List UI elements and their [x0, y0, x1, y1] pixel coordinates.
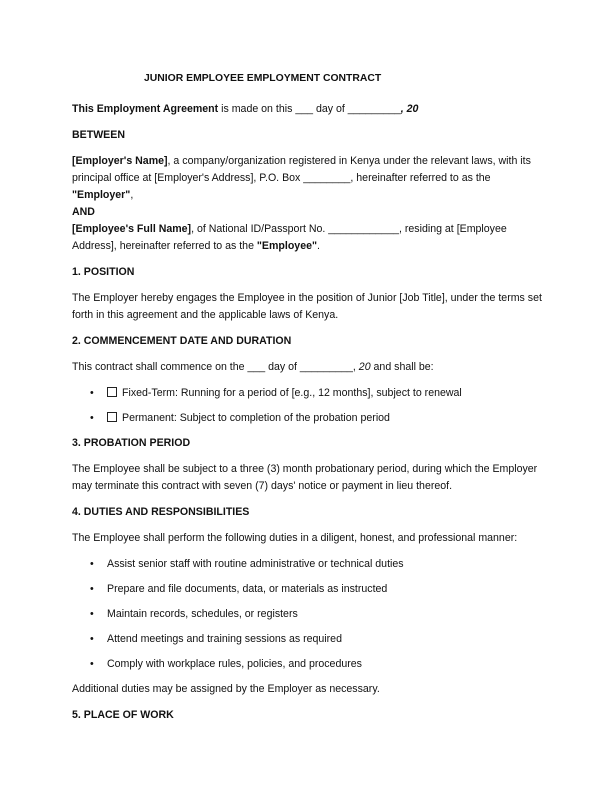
employer-text: , a company/organization registered in Kenya under the relevant laws, with its principal office at [Employer's Address], P.O. Box ________, hereinafter referred to as the — [72, 155, 531, 184]
section-duties-closing: Additional duties may be assigned by the Employer as necessary. — [72, 683, 380, 695]
checkbox-icon[interactable] — [107, 387, 117, 397]
intro-text: is made on this ___ day of _________ — [218, 103, 401, 115]
section-position-heading: 1. POSITION — [72, 266, 135, 278]
list-item: • Prepare and file documents, data, or materials as instructed — [107, 581, 542, 598]
section-position-text: The Employer hereby engages the Employee in the position of Junior [Job Title], under the terms set forth in this agreement and the applicable laws of Kenya. — [72, 292, 542, 321]
section-probation-heading: 3. PROBATION PERIOD — [72, 437, 191, 449]
duration-options-list — [72, 385, 542, 427]
employee-ref: "Employee" — [256, 240, 317, 252]
section-commencement-heading: 2. COMMENCEMENT DATE AND DURATION — [72, 335, 292, 347]
employee-text: , of National ID/Passport No. ____________, residing at [Employee Address], hereinafter referred to as the — [72, 223, 507, 252]
and-label: AND — [72, 206, 95, 218]
commencement-text-b: and shall be: — [370, 361, 434, 373]
section-place-heading: 5. PLACE OF WORK — [72, 709, 174, 721]
intro-year: , 20 — [400, 103, 419, 115]
duration-option-permanent — [107, 410, 542, 427]
employer-end: , — [130, 189, 134, 201]
checkbox-icon[interactable] — [107, 412, 117, 422]
employee-paragraph — [72, 221, 542, 255]
list-item: • Attend meetings and training sessions as required — [107, 631, 542, 648]
employer-paragraph — [72, 153, 542, 204]
intro-bold-lead: This Employment Agreement — [72, 103, 219, 115]
list-item: • Maintain records, schedules, or registers — [107, 606, 542, 623]
contract-page — [72, 72, 542, 733]
duration-option-label: Permanent: Subject to completion of the probation period — [122, 412, 390, 424]
list-item: • Comply with workplace rules, policies, and procedures — [107, 656, 542, 673]
employer-ref: "Employer" — [72, 189, 131, 201]
document-title: JUNIOR EMPLOYEE EMPLOYMENT CONTRACT — [144, 73, 382, 84]
section-commencement-text — [72, 359, 542, 376]
intro-paragraph — [72, 101, 542, 118]
section-duties-intro: The Employee shall perform the following duties in a diligent, honest, and professional manner: — [72, 532, 518, 544]
section-probation-text: The Employee shall be subject to a three (3) month probationary period, during which the Employer may terminate this contract with seven (7) days' notice or payment in lieu thereof. — [72, 463, 538, 492]
employee-name: [Employee's Full Name] — [72, 223, 192, 235]
employee-end: . — [317, 240, 320, 252]
duration-option-fixed-term — [107, 385, 542, 402]
duration-option-label: Fixed-Term: Running for a period of [e.g., 12 months], subject to renewal — [122, 387, 462, 399]
between-label: BETWEEN — [72, 129, 125, 141]
list-item: • Assist senior staff with routine administrative or technical duties — [107, 556, 542, 573]
employer-name: [Employer's Name] — [72, 155, 168, 167]
duties-list — [72, 556, 542, 673]
commencement-year: 20 — [358, 361, 371, 373]
commencement-text-a: This contract shall commence on the ___ day of _________, — [72, 361, 359, 373]
section-duties-heading: 4. DUTIES AND RESPONSIBILITIES — [72, 506, 250, 518]
